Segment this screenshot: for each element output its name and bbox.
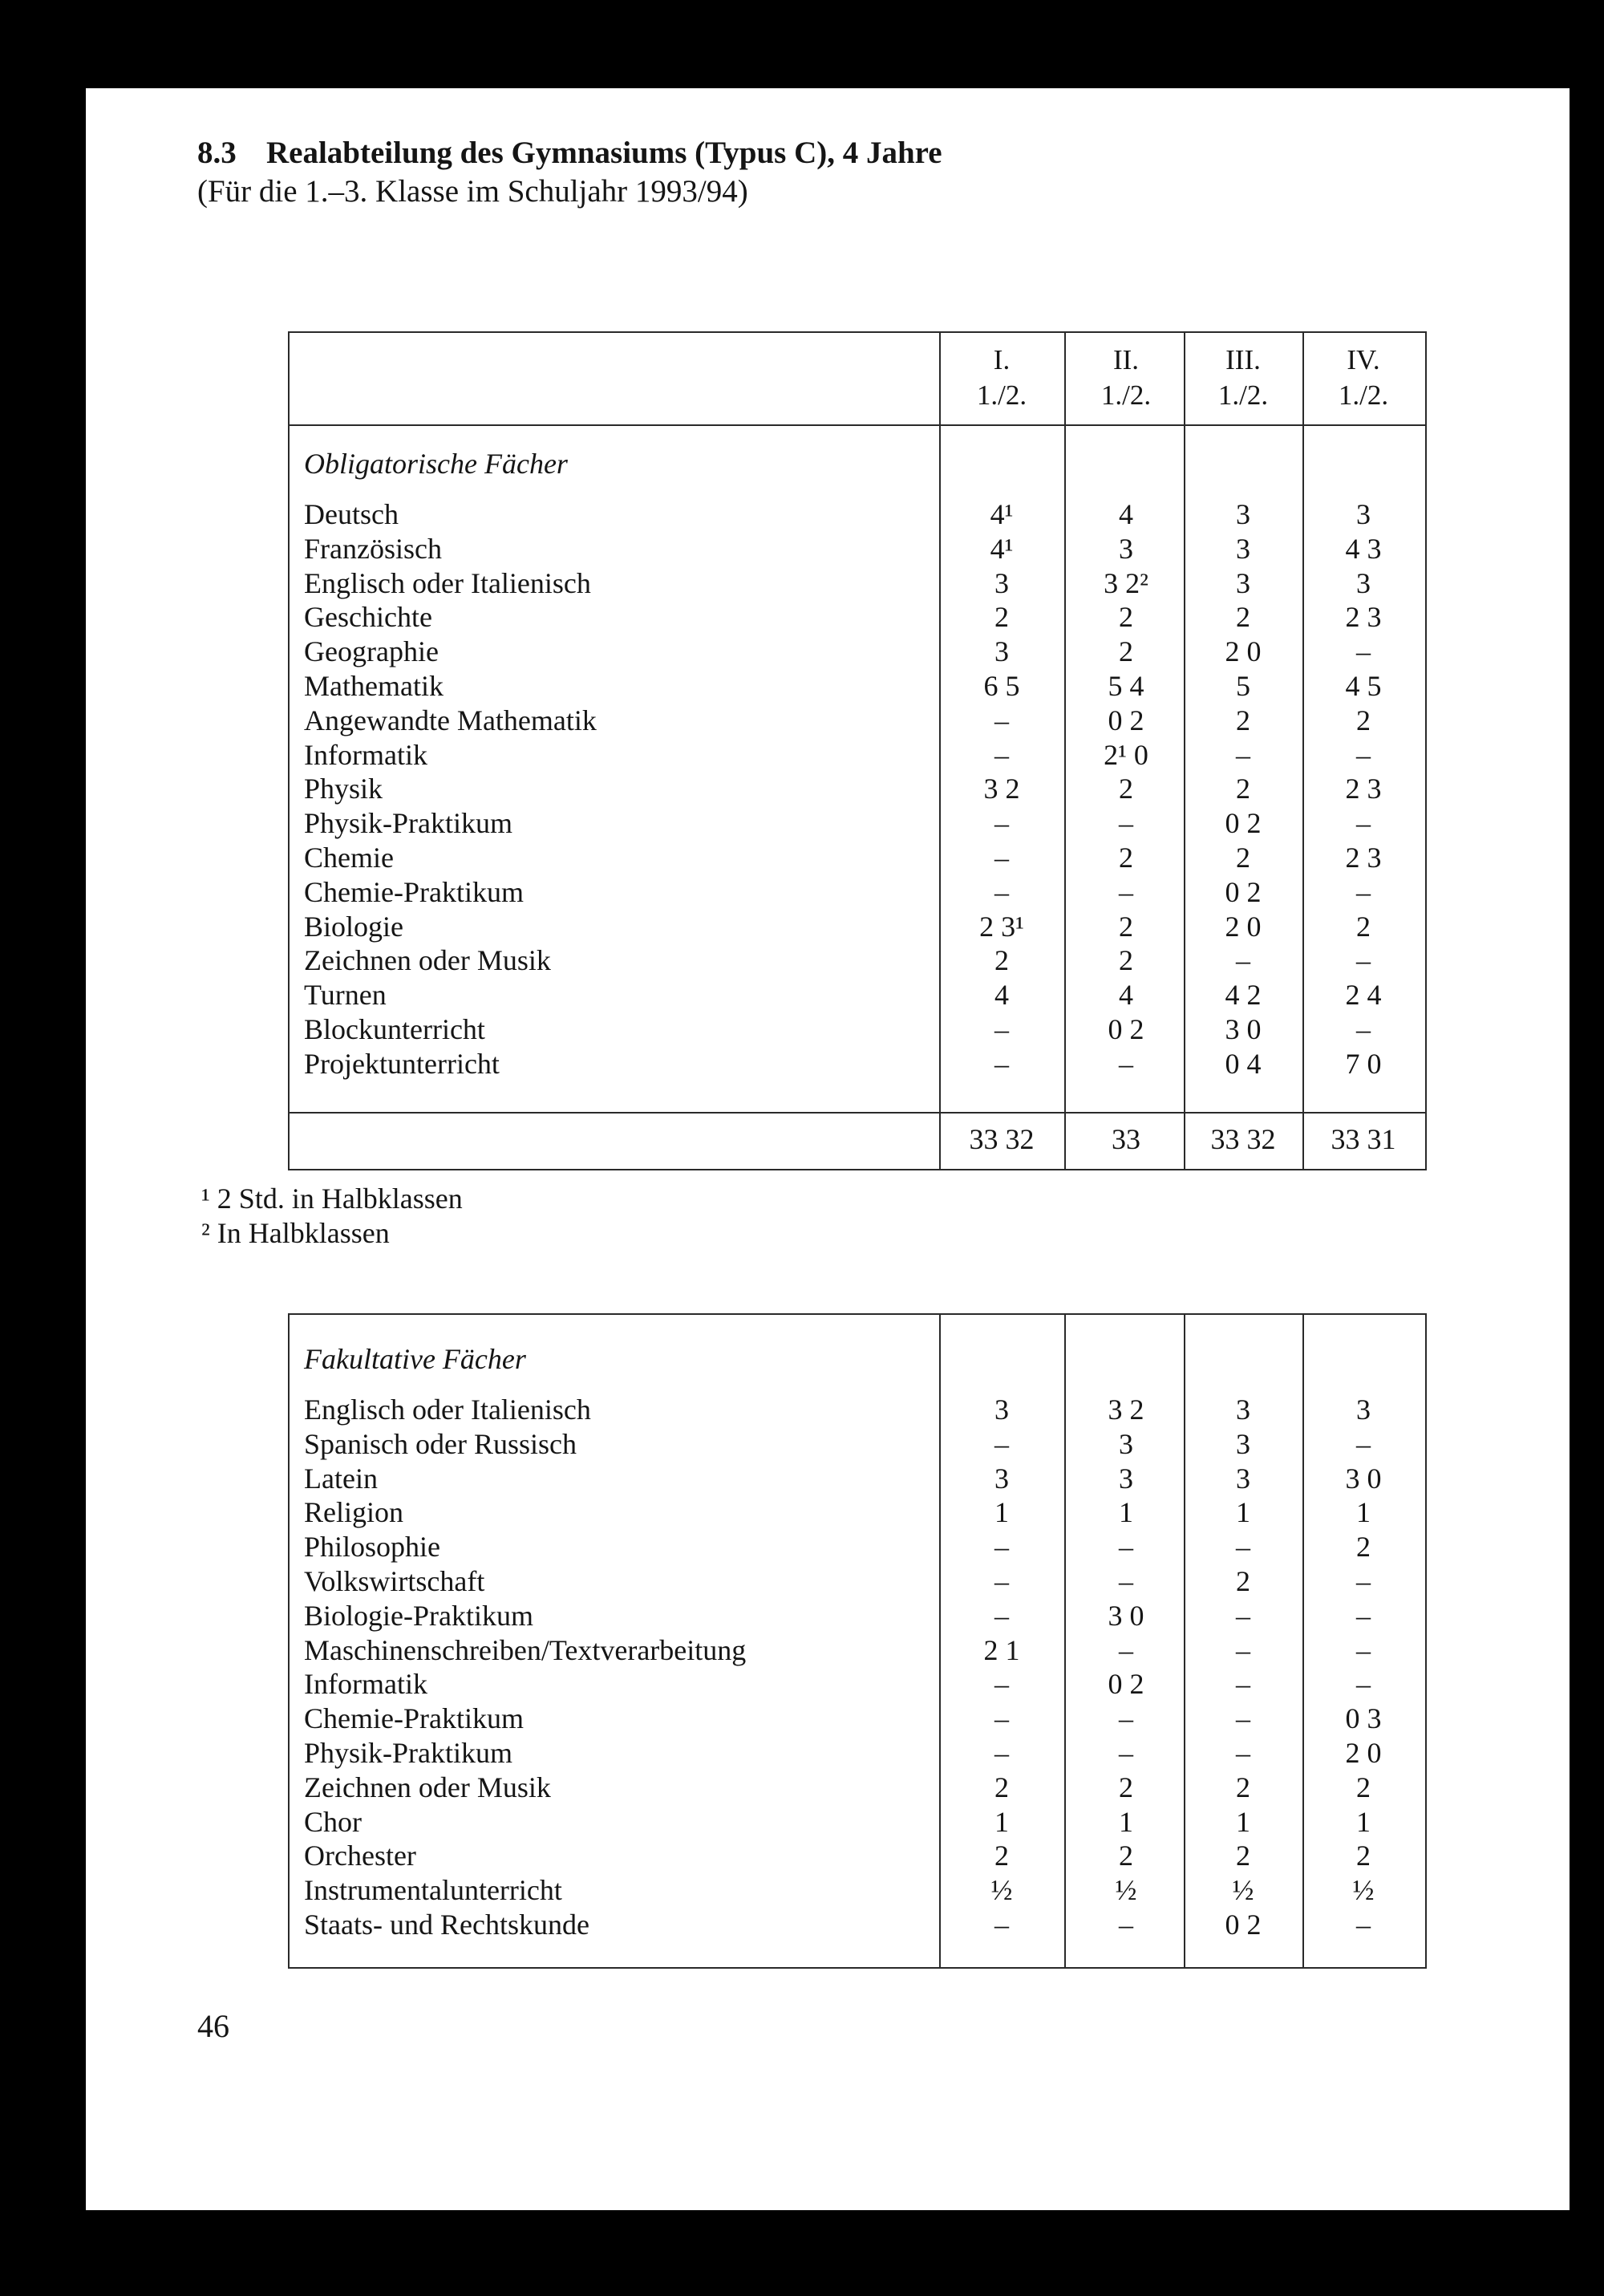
column-header-label: III. [1225, 344, 1261, 375]
hours-cell: 5 [1236, 670, 1250, 702]
subject-name: Physik-Praktikum [304, 807, 513, 840]
table-row [290, 1012, 1425, 1047]
hours-cell: 1 [1356, 1496, 1371, 1529]
hours-cell: 2 3¹ [979, 910, 1024, 943]
table-row [290, 1633, 1425, 1668]
optional-section-label: Fakultative Fächer [304, 1343, 526, 1375]
subject-name: Physik [304, 773, 383, 805]
hours-cell: 2¹ 0 [1104, 738, 1148, 771]
hours-cell: ½ [990, 1874, 1013, 1907]
subject-name: Chor [304, 1805, 362, 1838]
table-row [290, 943, 1425, 978]
column-header [1185, 343, 1302, 413]
hours-cell: 2 [994, 1771, 1009, 1803]
subject-name: Englisch oder Italienisch [304, 566, 591, 599]
total-cell: 33 32 [1210, 1123, 1276, 1155]
subject-name: Geschichte [304, 601, 432, 634]
hours-cell: 2 0 [1225, 910, 1262, 943]
column-header-sub: 1./2. [976, 379, 1027, 411]
table-row [290, 875, 1425, 910]
hours-cell: – [1236, 1531, 1250, 1564]
hours-cell: – [1356, 1668, 1371, 1701]
hours-cell: 2 [1356, 1771, 1371, 1803]
hours-cell: 1 [1236, 1496, 1250, 1529]
column-header [1067, 343, 1185, 413]
table-row [290, 1771, 1425, 1805]
hours-cell: 3 [1356, 1393, 1371, 1426]
section-title [197, 134, 942, 172]
table-row [290, 1564, 1425, 1599]
column-header-label: IV. [1347, 344, 1380, 375]
subject-name: Projektunterricht [304, 1047, 500, 1080]
hours-cell: 4¹ [990, 532, 1014, 565]
hours-cell: 0 2 [1225, 1909, 1262, 1941]
total-cell: 33 32 [969, 1123, 1035, 1155]
hours-cell: 3 [1236, 1393, 1250, 1426]
hours-cell: 0 2 [1225, 807, 1262, 840]
hours-cell: – [1119, 1633, 1133, 1666]
page-number: 46 [197, 2008, 229, 2044]
hours-cell: – [994, 875, 1009, 908]
hours-cell: 3 [994, 635, 1009, 668]
subject-name: Philosophie [304, 1531, 441, 1564]
table-row [290, 635, 1425, 669]
table-row [290, 704, 1425, 738]
hours-cell: 7 0 [1345, 1047, 1382, 1080]
subject-name: Informatik [304, 1668, 427, 1701]
optional-subjects-table [288, 1313, 1427, 1969]
subject-name: Staats- und Rechtskunde [304, 1909, 589, 1941]
subject-name: Chemie [304, 842, 394, 874]
hours-cell: 2 [1119, 944, 1133, 977]
hours-cell: 2 0 [1225, 635, 1262, 668]
hours-cell: 0 3 [1345, 1702, 1382, 1735]
column-header-sub: 1./2. [1100, 379, 1152, 411]
hours-cell: 3 0 [1345, 1462, 1382, 1495]
hours-cell: 3 [1119, 532, 1133, 565]
hours-cell: – [1119, 1737, 1133, 1769]
column-header-label: I. [993, 344, 1011, 375]
hours-cell: 2 [1119, 635, 1133, 668]
hours-cell: 4 [994, 979, 1009, 1012]
hours-cell: 2 1 [983, 1633, 1020, 1666]
table-row [290, 841, 1425, 875]
table-row [290, 1908, 1425, 1942]
footnote-2: ² In Halbklassen [201, 1217, 390, 1249]
column-header [1305, 343, 1422, 413]
hours-cell: – [994, 1565, 1009, 1597]
hours-cell: 2 [1236, 842, 1250, 874]
hours-cell: – [1356, 1599, 1371, 1632]
hours-cell: – [1236, 1737, 1250, 1769]
subject-name: Chemie-Praktikum [304, 875, 524, 908]
column-header-sub: 1./2. [1338, 379, 1389, 411]
column-header-sub: 1./2. [1217, 379, 1269, 411]
subject-name: Turnen [304, 979, 387, 1012]
hours-cell: 3 [1236, 532, 1250, 565]
subject-name: Physik-Praktikum [304, 1737, 513, 1769]
hours-cell: 2 [1236, 1565, 1250, 1597]
hours-cell: 2 [1356, 1531, 1371, 1564]
hours-cell: 3 2 [1108, 1393, 1144, 1426]
table-row [290, 1393, 1425, 1427]
footnotes [201, 1182, 463, 1251]
total-cell: 33 31 [1331, 1123, 1396, 1155]
subject-name: Mathematik [304, 670, 444, 702]
hours-cell: 3 0 [1225, 1013, 1262, 1045]
hours-cell: – [994, 1702, 1009, 1735]
table-row [290, 910, 1425, 944]
hours-cell: 3 [1356, 498, 1371, 530]
table-row [290, 1599, 1425, 1633]
hours-cell: 2 [1356, 704, 1371, 736]
hours-cell: 2 [1356, 910, 1371, 943]
hours-cell: 3 [1236, 1462, 1250, 1495]
table-row [290, 1667, 1425, 1702]
hours-cell: 4 2 [1225, 979, 1262, 1012]
hours-cell: – [1356, 875, 1371, 908]
hours-cell: 2 0 [1345, 1737, 1382, 1769]
table-row [290, 1047, 1425, 1081]
hours-cell: – [1356, 1909, 1371, 1941]
hours-cell: 2 [1356, 1840, 1371, 1872]
hours-cell: 2 [1236, 601, 1250, 634]
hours-cell: 2 4 [1345, 979, 1382, 1012]
hours-cell: 1 [1119, 1805, 1133, 1838]
table-row [290, 1462, 1425, 1496]
obligatory-section-label: Obligatorische Fächer [304, 448, 568, 480]
subject-name: Religion [304, 1496, 403, 1529]
subject-name: Maschinenschreiben/Textverarbeitung [304, 1633, 747, 1666]
hours-cell: 4 5 [1345, 670, 1382, 702]
subject-name: Biologie [304, 910, 403, 943]
table-row [290, 532, 1425, 566]
table-row [290, 1873, 1425, 1908]
hours-cell: 2 [1119, 910, 1133, 943]
table-row [290, 772, 1425, 806]
hours-cell: 0 2 [1108, 1668, 1144, 1701]
hours-cell: 4 [1119, 498, 1133, 530]
footnote-1: ¹ 2 Std. in Halbklassen [201, 1182, 463, 1215]
subject-name: Informatik [304, 738, 427, 771]
hours-cell: 3 [994, 1393, 1009, 1426]
hours-cell: 2 [1236, 1771, 1250, 1803]
hours-cell: 3 [1356, 566, 1371, 599]
table-row [290, 1495, 1425, 1530]
subject-name: Blockunterricht [304, 1013, 485, 1045]
hours-cell: – [1119, 1565, 1133, 1597]
section-heading [197, 134, 942, 211]
hours-cell: – [1119, 875, 1133, 908]
hours-cell: – [994, 1531, 1009, 1564]
hours-cell: 3 [1236, 498, 1250, 530]
hours-cell: – [994, 1909, 1009, 1941]
hours-cell: – [994, 807, 1009, 840]
hours-cell: – [1236, 1633, 1250, 1666]
hours-cell: – [994, 1013, 1009, 1045]
hours-cell: 4 [1119, 979, 1133, 1012]
subject-name: Orchester [304, 1840, 416, 1872]
hours-cell: – [1356, 1633, 1371, 1666]
table-row [290, 1702, 1425, 1736]
hours-cell: 2 [1119, 601, 1133, 634]
hours-cell: 2 3 [1345, 842, 1382, 874]
subject-name: Spanisch oder Russisch [304, 1427, 577, 1460]
column-header [943, 343, 1060, 413]
hours-cell: – [1119, 1702, 1133, 1735]
hours-cell: – [1356, 1013, 1371, 1045]
hours-cell: 2 [994, 601, 1009, 634]
hours-cell: – [994, 1047, 1009, 1080]
hours-cell: 4 3 [1345, 532, 1382, 565]
subject-name: Latein [304, 1462, 378, 1495]
hours-cell: 0 2 [1108, 1013, 1144, 1045]
hours-cell: ½ [1232, 1874, 1254, 1907]
hours-cell: – [1236, 1599, 1250, 1632]
section-number: 8.3 [197, 136, 237, 170]
hours-cell: – [1236, 944, 1250, 977]
hours-cell: 3 [1119, 1462, 1133, 1495]
subject-name: Zeichnen oder Musik [304, 1771, 551, 1803]
hours-cell: 6 5 [983, 670, 1020, 702]
table-row [290, 1839, 1425, 1873]
subject-name: Deutsch [304, 498, 399, 530]
hours-cell: – [1356, 635, 1371, 668]
hours-cell: 3 [1236, 1427, 1250, 1460]
section-subtitle: (Für die 1.–3. Klasse im Schuljahr 1993/94) [197, 174, 748, 209]
hours-cell: ½ [1352, 1874, 1375, 1907]
hours-cell: 3 [1119, 1427, 1133, 1460]
total-cell: 33 [1112, 1123, 1140, 1155]
hours-cell: 3 2² [1104, 566, 1148, 599]
hours-cell: – [1119, 1531, 1133, 1564]
obligatory-subjects-table [288, 331, 1427, 1170]
subject-name: Instrumentalunterricht [304, 1874, 562, 1907]
hours-cell: 3 0 [1108, 1599, 1144, 1632]
hours-cell: 2 [1119, 1840, 1133, 1872]
hours-cell: 3 [1236, 566, 1250, 599]
section-title-text: Realabteilung des Gymnasiums (Typus C), 4 Jahre [266, 136, 942, 170]
hours-cell: – [994, 738, 1009, 771]
table-row [290, 1530, 1425, 1564]
table-row [290, 566, 1425, 601]
hours-cell: – [1356, 1427, 1371, 1460]
hours-cell: 2 [1236, 704, 1250, 736]
hours-cell: 1 [994, 1805, 1009, 1838]
hours-cell: – [994, 1668, 1009, 1701]
table-row [290, 738, 1425, 773]
hours-cell: 2 [1119, 842, 1133, 874]
hours-cell: 1 [1119, 1496, 1133, 1529]
subject-name: Chemie-Praktikum [304, 1702, 524, 1735]
hours-cell: – [994, 1599, 1009, 1632]
hours-cell: – [1356, 944, 1371, 977]
column-header-label: II. [1112, 344, 1140, 375]
table-row [290, 1805, 1425, 1840]
hours-cell: – [1356, 1565, 1371, 1597]
hours-cell: 4¹ [990, 498, 1014, 530]
hours-cell: 2 3 [1345, 601, 1382, 634]
subject-name: Englisch oder Italienisch [304, 1393, 591, 1426]
hours-cell: – [994, 1427, 1009, 1460]
table-row [290, 1736, 1425, 1771]
subject-name: Französisch [304, 532, 442, 565]
subject-name: Volkswirtschaft [304, 1565, 485, 1597]
hours-cell: 2 [994, 944, 1009, 977]
subject-name: Zeichnen oder Musik [304, 944, 551, 977]
hours-cell: 2 [994, 1840, 1009, 1872]
hours-cell: 2 [1236, 1840, 1250, 1872]
hours-cell: ½ [1115, 1874, 1137, 1907]
hours-cell: 1 [1356, 1805, 1371, 1838]
subject-name: Geographie [304, 635, 439, 668]
hours-cell: – [1236, 738, 1250, 771]
hours-cell: – [994, 1737, 1009, 1769]
hours-cell: 5 4 [1108, 670, 1144, 702]
hours-cell: – [994, 842, 1009, 874]
table-row [290, 669, 1425, 704]
hours-cell: 0 2 [1225, 875, 1262, 908]
hours-cell: 3 2 [983, 773, 1020, 805]
hours-cell: – [1236, 1668, 1250, 1701]
table-row [290, 1427, 1425, 1462]
hours-cell: 1 [994, 1496, 1009, 1529]
hours-cell: 2 [1119, 773, 1133, 805]
hours-cell: 2 3 [1345, 773, 1382, 805]
hours-cell: 3 [994, 566, 1009, 599]
table-row [290, 806, 1425, 841]
hours-cell: 2 [1119, 1771, 1133, 1803]
hours-cell: – [1119, 807, 1133, 840]
hours-cell: – [1236, 1702, 1250, 1735]
hours-cell: – [1119, 1047, 1133, 1080]
subject-name: Biologie-Praktikum [304, 1599, 533, 1632]
hours-cell: – [1356, 738, 1371, 771]
hours-cell: 1 [1236, 1805, 1250, 1838]
table-row [290, 497, 1425, 532]
table-row [290, 600, 1425, 635]
hours-cell: 0 2 [1108, 704, 1144, 736]
hours-cell: 0 4 [1225, 1047, 1262, 1080]
hours-cell: – [994, 704, 1009, 736]
table-row [290, 978, 1425, 1012]
hours-cell: – [1119, 1909, 1133, 1941]
subject-name: Angewandte Mathematik [304, 704, 597, 736]
hours-cell: 2 [1236, 773, 1250, 805]
hours-cell: – [1356, 807, 1371, 840]
hours-cell: 3 [994, 1462, 1009, 1495]
